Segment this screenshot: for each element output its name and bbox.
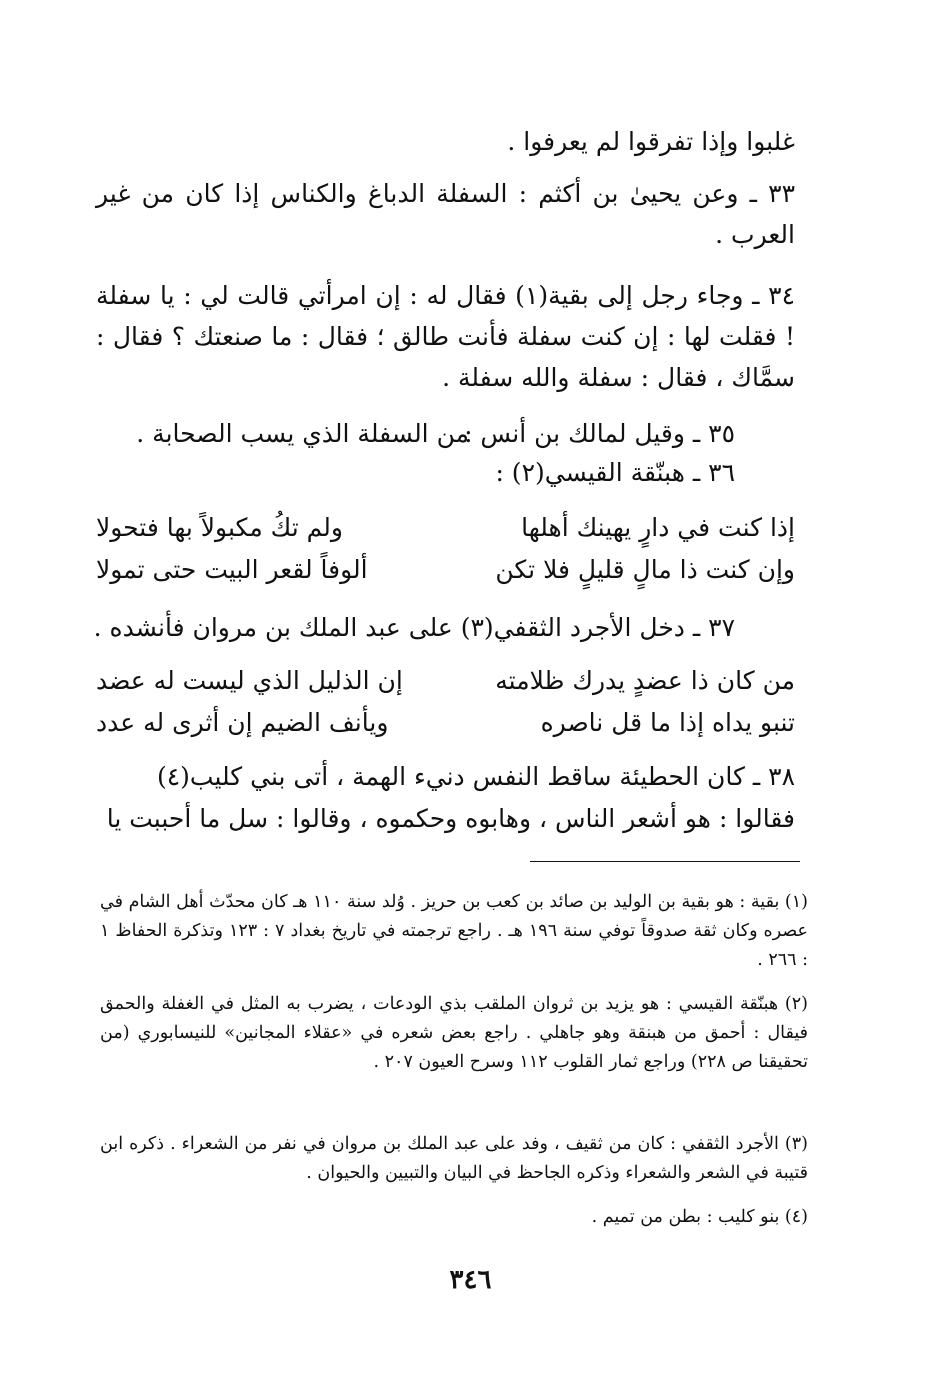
verse-4-hemistich-b: ويأنف الضيم إن أثرى له عدد [96,708,389,737]
footnote-2: (٢) هبنّقة القيسي : هو يزيد بن ثروان الملقب بذي الودعات ، يضرب به المثل في الغفلة والحمق فيقال : أحمق من هبنقة وهو جاهلي . راجع بعض شعره في «عقلاء المجانين» للنيسابوري (من تحقيقنا ص ٢٢٨) وراجع ثمار القلوب ١١٢ وسرح العيون ٢٠٧ . [100,994,808,1072]
paragraph-36-heading: ٣٦ ـ هبنّقة القيسي(٢) : [495,458,735,487]
footnote-1: (١) بقية : هو بقية بن الوليد بن صائد بن كعب بن حريز . وُلد سنة ١١٠ هـ كان محدّث أهل الشام في عصره وكان ثقة صدوقاً توفي سنة ١٩٦ هـ . راجع ترجمته في تاريخ بغداد ٧ : ١٢٣ وتذكرة الحفاظ ١ : ٢٦٦ . [100,892,808,970]
footnote-4: (٤) بنو كليب : بطن من تميم . [591,1207,808,1227]
paragraph-33: ٣٣ ـ وعن يحيىٰ بن أكثم : السفلة الدباغ والكناس إذا كان من غير العرب . [96,179,795,249]
verse-2-hemistich-a: وإن كنت ذا مالٍ قليلٍ فلا تكن [495,555,795,584]
verse-2-hemistich-b: ألوفاً لقعر البيت حتى تمولا [96,555,368,584]
verse-1-hemistich-b: ولم تكُ مكبولاً بها فتحولا [96,513,343,542]
text-line-continuation: غلبوا وإذا تفرقوا لم يعرفوا . [507,127,795,156]
paragraph-35-text: من السفلة الذي يسب الصحابة . [136,419,469,448]
paragraph-38-line-1: ٣٨ ـ كان الحطيئة ساقط النفس دنيء الهمة ، أتى بني كليب(٤) [156,762,795,791]
page-number: ٣٤٦ [449,1265,492,1295]
paragraph-38-line-2: فقالوا : هو أشعر الناس ، وهابوه وحكموه ، وقالوا : سل ما أحببت يا [106,804,795,833]
verse-4-hemistich-a: تنبو يداه إذا ما قل ناصره [540,708,795,737]
footnote-separator [530,861,800,862]
verse-3-hemistich-a: من كان ذا عضدٍ يدرك ظلامته [495,666,795,695]
paragraph-35-lead: ٣٥ ـ وقيل لمالك بن أنس : [464,419,735,448]
paragraph-34: ٣٤ ـ وجاء رجل إلى بقية(١) فقال له : إن امرأتي قالت لي : يا سفلة ! فقلت لها : إن كنت سفلة فأنت طالق ؛ فقال : ما صنعتك ؟ فقال : سمَّاك ، فقال : سفلة والله سفلة . [96,281,796,392]
paragraph-37: ٣٧ ـ دخل الأجرد الثقفي(٣) على عبد الملك بن مروان فأنشده . [93,613,735,642]
verse-3-hemistich-b: إن الذليل الذي ليست له عضد [96,666,403,695]
verse-1-hemistich-a: إذا كنت في دارٍ يهينك أهلها [521,513,795,542]
footnote-3: (٣) الأجرد الثقفي : كان من ثقيف ، وفد على عبد الملك بن مروان في نفر من الشعراء . ذكره ابن قتيبة في الشعر والشعراء وذكره الجاحظ في البيان والتبيين والحيوان . [100,1134,808,1183]
